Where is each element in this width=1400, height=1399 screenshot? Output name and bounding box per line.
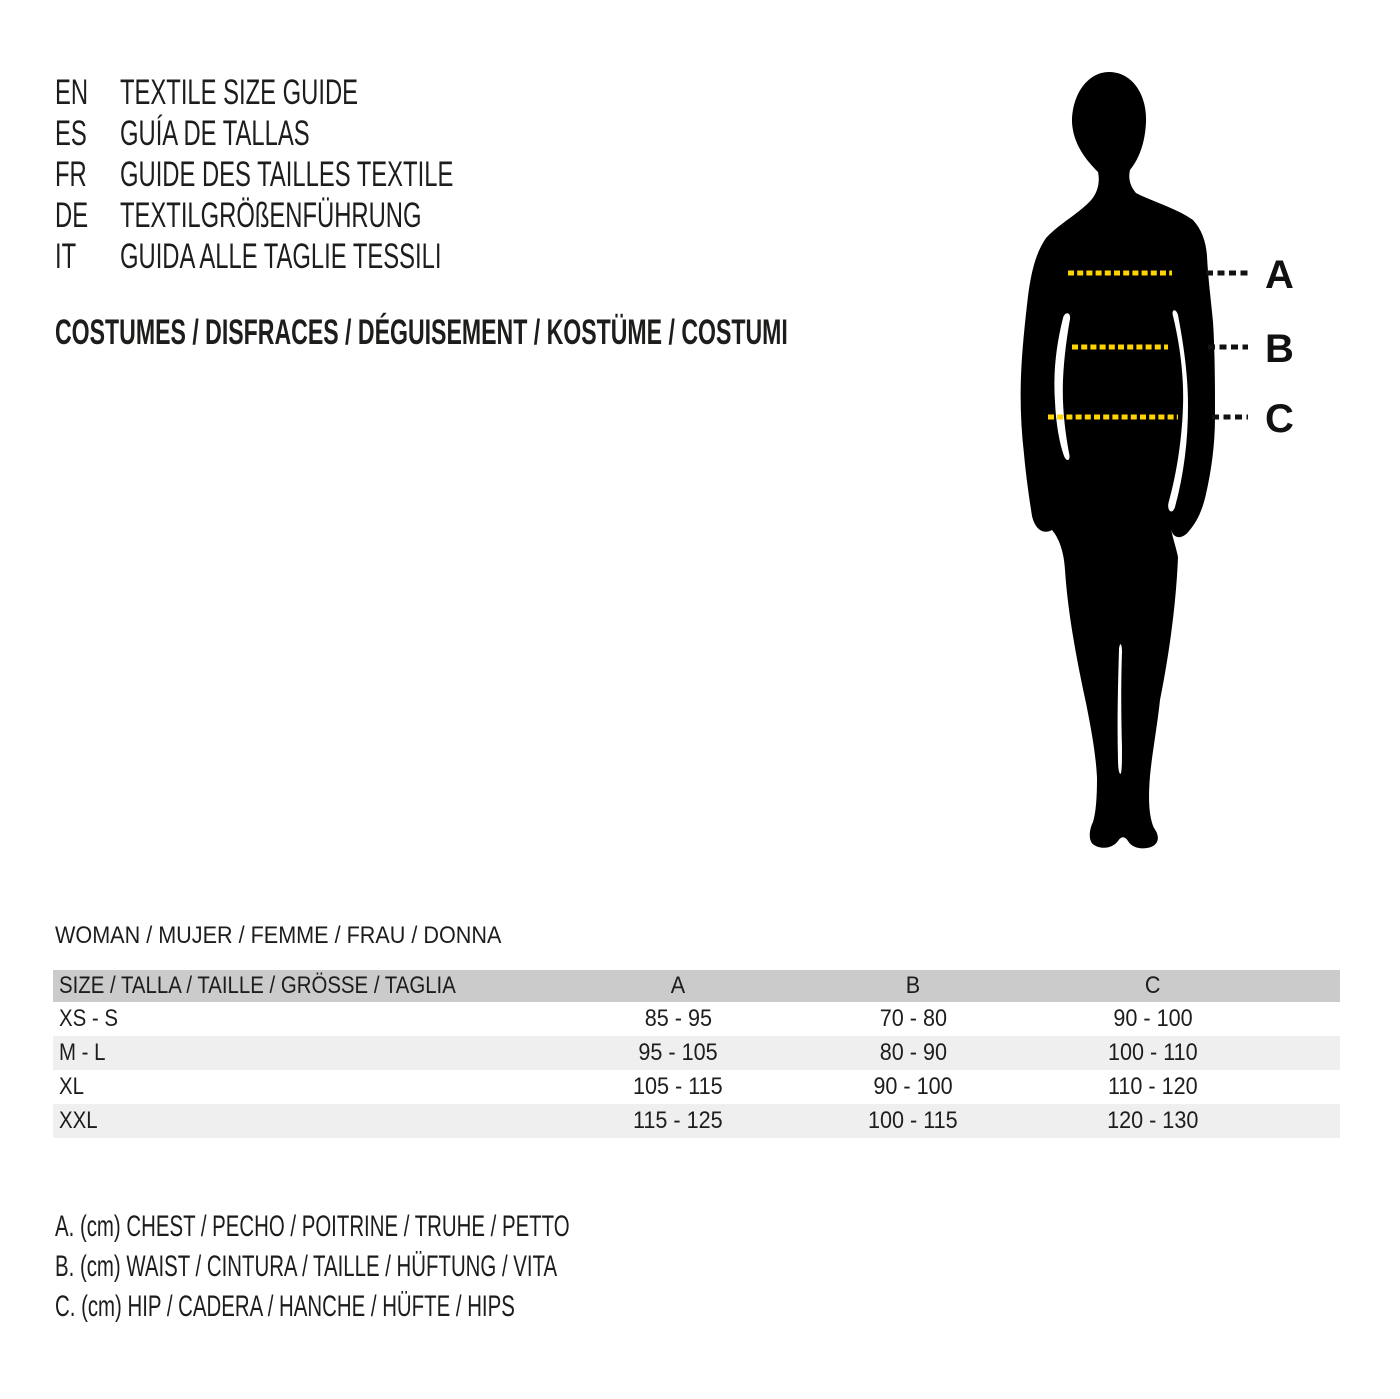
table-row-xs-s <box>53 1002 1340 1036</box>
waist-value-cell: 70 - 80 <box>879 1005 947 1032</box>
table-row-m-l <box>53 1036 1340 1070</box>
language-row-es <box>55 113 610 154</box>
table-row-xxl <box>53 1104 1340 1138</box>
language-row-fr <box>55 154 610 195</box>
language-title: TEXTILGRÖßENFÜHRUNG <box>120 196 422 235</box>
language-row-de <box>55 195 610 236</box>
header-size-cell: SIZE / TALLA / TAILLE / GRÖSSE / TAGLIA <box>59 972 456 999</box>
header-col-c: C <box>1145 972 1161 999</box>
measurement-legend <box>55 1207 812 1327</box>
waist-value-cell: 80 - 90 <box>879 1039 947 1066</box>
waist-value-cell: 90 - 100 <box>873 1073 953 1100</box>
hip-value-cell: 90 - 100 <box>1113 1005 1193 1032</box>
size-table-header-row <box>53 970 1340 1002</box>
waist-label-b: B <box>1265 327 1294 371</box>
size-cell: XS - S <box>59 1005 118 1032</box>
category-title: COSTUMES / DISFRACES / DÉGUISEMENT / KOSTÜME / COSTUMI <box>55 313 788 352</box>
woman-silhouette-figure <box>980 60 1380 860</box>
header-col-a: A <box>670 972 686 999</box>
language-row-en <box>55 72 610 113</box>
language-guide-list <box>55 72 610 277</box>
size-cell: XXL <box>59 1107 98 1134</box>
size-table <box>53 970 1340 1138</box>
hip-value-cell: 120 - 130 <box>1107 1107 1199 1134</box>
chest-label-a: A <box>1265 253 1294 297</box>
language-code: IT <box>55 237 77 276</box>
legend-chest: A. (cm) CHEST / PECHO / POITRINE / TRUHE / PETTO <box>55 1210 570 1243</box>
size-cell: XL <box>59 1073 84 1100</box>
waist-value-cell: 100 - 115 <box>868 1107 958 1134</box>
hip-label-c: C <box>1265 397 1294 441</box>
chest-value-cell: 115 - 125 <box>633 1107 723 1134</box>
section-title-woman: WOMAN / MUJER / FEMME / FRAU / DONNA <box>55 922 502 949</box>
silhouette-svg <box>980 60 1380 860</box>
language-title: GUIDE DES TAILLES TEXTILE <box>120 155 454 194</box>
hip-value-cell: 110 - 120 <box>1108 1073 1198 1100</box>
table-row-xl <box>53 1070 1340 1104</box>
language-code: FR <box>55 155 87 194</box>
chest-value-cell: 85 - 95 <box>644 1005 712 1032</box>
legend-waist: B. (cm) WAIST / CINTURA / TAILLE / HÜFTUNG / VITA <box>55 1250 558 1283</box>
chest-value-cell: 105 - 115 <box>633 1073 723 1100</box>
language-title: TEXTILE SIZE GUIDE <box>120 73 359 112</box>
hip-value-cell: 100 - 110 <box>1108 1039 1198 1066</box>
header-col-b: B <box>905 972 921 999</box>
language-title: GUIDA ALLE TAGLIE TESSILI <box>120 237 442 276</box>
language-code: ES <box>55 114 87 153</box>
size-cell: M - L <box>59 1039 106 1066</box>
language-row-it <box>55 236 610 277</box>
language-code: DE <box>55 196 89 235</box>
chest-value-cell: 95 - 105 <box>638 1039 718 1066</box>
legend-hip: C. (cm) HIP / CADERA / HANCHE / HÜFTE / HIPS <box>55 1290 515 1323</box>
language-code: EN <box>55 73 89 112</box>
language-title: GUÍA DE TALLAS <box>120 114 310 153</box>
